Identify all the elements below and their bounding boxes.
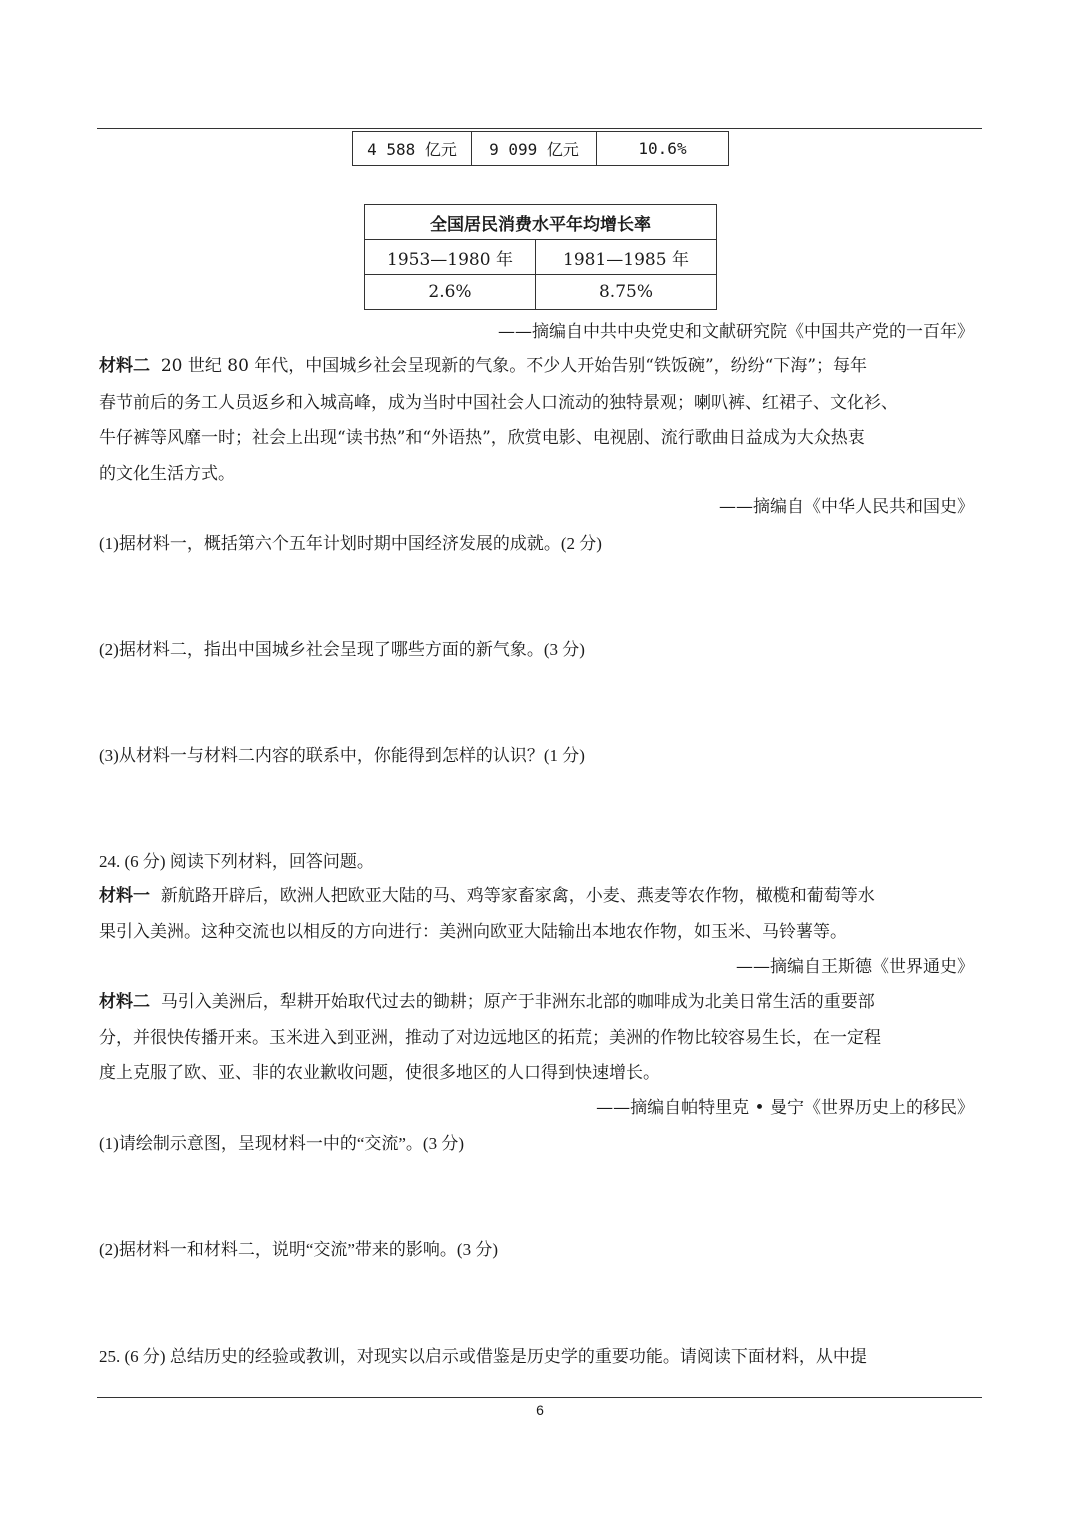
rate-cell: 8.75% <box>536 275 717 310</box>
material-label: 材料二 <box>99 356 150 376</box>
table-row <box>365 240 717 275</box>
source-citation: ——摘编自王斯德《世界通史》 <box>736 957 974 977</box>
material-line: 的文化生活方式。 <box>99 464 235 484</box>
source-citation: ——摘编自中共中央党史和文献研究院《中国共产党的一百年》 <box>498 322 974 342</box>
material-line <box>99 886 982 906</box>
question-item: (2)据材料一和材料二，说明“交流”带来的影响。(3 分) <box>99 1240 498 1259</box>
material-line <box>99 992 982 1012</box>
material-line: 分，并很快传播开来。玉米进入到亚洲，推动了对边远地区的拓荒；美洲的作物比较容易生长，在一定程 <box>99 1028 881 1048</box>
table-row <box>365 275 717 310</box>
material-line: 牛仔裤等风靡一时；社会上出现“读书热”和“外语热”，欣赏电影、电视剧、流行歌曲日益成为大众热衷 <box>99 428 865 448</box>
period-cell: 1981—1985 年 <box>536 240 717 275</box>
material-line: 果引入美洲。这种交流也以相反的方向进行：美洲向欧亚大陆输出本地农作物，如玉米、马铃薯等。 <box>99 922 847 942</box>
page-number: 6 <box>536 1402 544 1418</box>
table-header-row <box>365 205 717 240</box>
material-line <box>99 356 982 376</box>
question-title: 25. (6 分) 总结历史的经验或教训，对现实以启示或借鉴是历史学的重要功能。请阅读下面材料，从中提 <box>99 1347 867 1366</box>
material-line: 度上克服了欧、亚、非的农业歉收问题，使很多地区的人口得到快速增长。 <box>99 1063 660 1083</box>
table-fragment <box>352 131 729 166</box>
table-cell: 9 099 亿元 <box>472 132 597 166</box>
material-text: 马引入美洲后，犁耕开始取代过去的锄耕；原产于非洲东北部的咖啡成为北美日常生活的重要部 <box>160 992 875 1012</box>
question-item: (2)据材料二，指出中国城乡社会呈现了哪些方面的新气象。(3 分) <box>99 640 585 659</box>
table-cell: 4 588 亿元 <box>353 132 472 166</box>
table-title: 全国居民消费水平年均增长率 <box>365 205 717 240</box>
question-title: 24. (6 分) 阅读下列材料，回答问题。 <box>99 852 374 871</box>
period-cell: 1953—1980 年 <box>365 240 536 275</box>
table-row <box>353 132 729 166</box>
material-label: 材料一 <box>99 886 150 906</box>
material-line: 春节前后的务工人员返乡和入城高峰，成为当时中国社会人口流动的独特景观；喇叭裤、红裙子、文化衫、 <box>99 393 898 413</box>
rate-cell: 2.6% <box>365 275 536 310</box>
question-item: (1)据材料一，概括第六个五年计划时期中国经济发展的成就。(2 分) <box>99 534 602 553</box>
bottom-rule <box>97 1397 982 1398</box>
material-label: 材料二 <box>99 992 150 1012</box>
top-rule <box>97 128 982 129</box>
source-citation: ——摘编自《中华人民共和国史》 <box>719 497 974 517</box>
source-citation: ——摘编自帕特里克 • 曼宁《世界历史上的移民》 <box>596 1098 974 1118</box>
question-item: (1)请绘制示意图，呈现材料一中的“交流”。(3 分) <box>99 1134 464 1153</box>
consumption-growth-table <box>364 204 717 310</box>
material-text: 20 世纪 80 年代，中国城乡社会呈现新的气象。不少人开始告别“铁饭碗”，纷纷“下海”；每年 <box>160 356 868 376</box>
question-item: (3)从材料一与材料二内容的联系中，你能得到怎样的认识？(1 分) <box>99 746 585 765</box>
material-text: 新航路开辟后，欧洲人把欧亚大陆的马、鸡等家畜家禽，小麦、燕麦等农作物，橄榄和葡萄等水 <box>160 886 875 906</box>
table-cell: 10.6% <box>597 132 729 166</box>
